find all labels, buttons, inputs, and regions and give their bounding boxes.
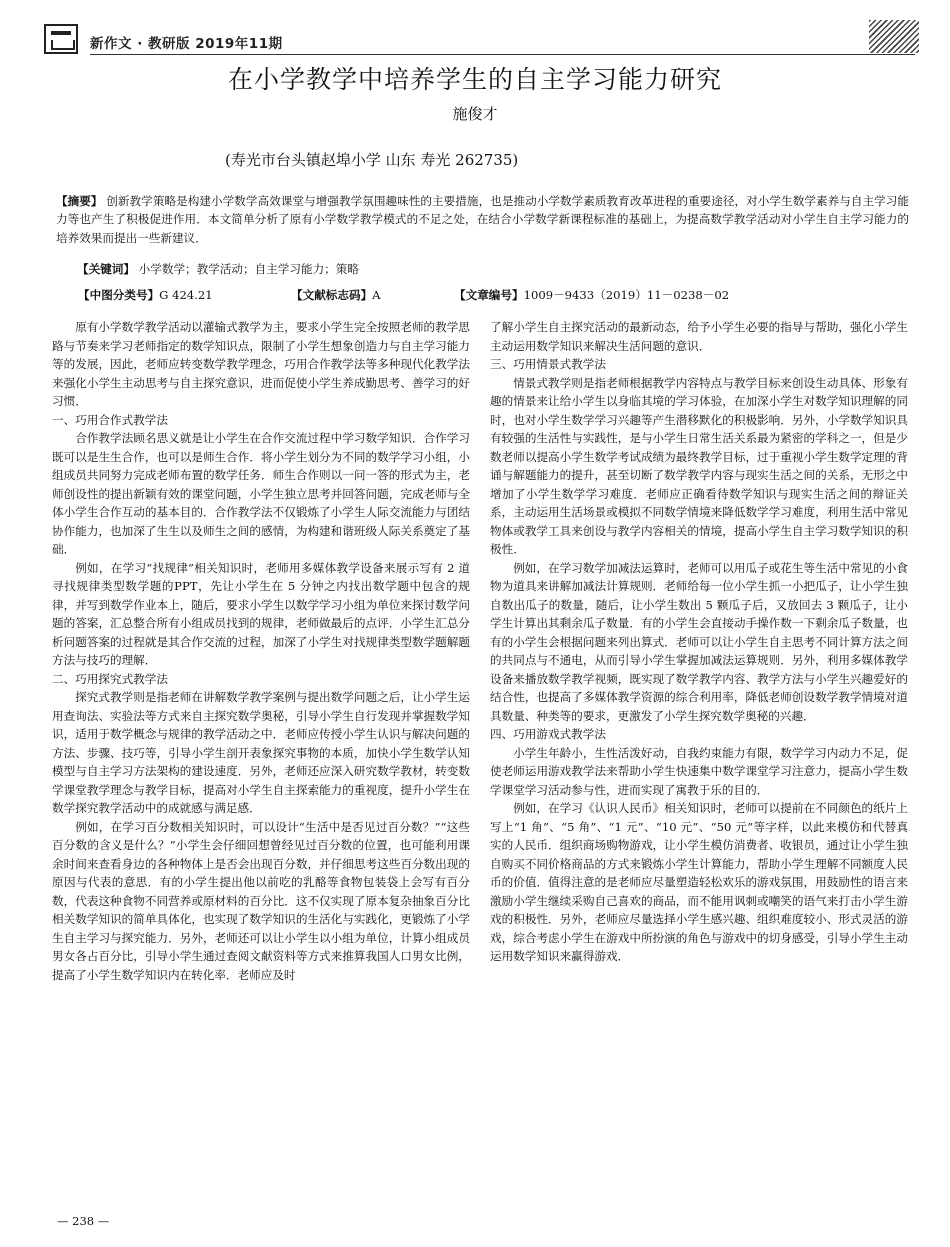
- article-number: [454, 287, 729, 303]
- doc-tag: 【文献标志码】: [291, 288, 373, 302]
- section-heading: 二、巧用探究式教学法: [52, 671, 168, 686]
- paragraph: 探究式教学则是指老师在讲解数学教学案例与提出数学问题之后，让小学生运用查询法、实验法等方式来自主探究数学奥秘，引导小学生自行发现并掌握数学知识，适用于数学概念与规律的教学活动之中．老师应传授小学生认识与解决问题的方法、步骤、技巧等，引导小学生剖开表象探究事物的本质，加快小学生数学认知模型与自主学习方法架构的建设速度．另外，老师还应深入研究数学教材，转变数学课堂教学理念与教学目标，提高对小学生自主探索能力的重视度，提升小学生在数学探究教学活动中的成就感与满足感．: [52, 690, 470, 815]
- section-heading: 一、巧用合作式教学法: [52, 412, 168, 427]
- paragraph: 例如，在学习“找规律”相关知识时，老师用多媒体教学设备来展示写有 2 道寻找规律类型数学题的PPT，先让小学生在 5 分钟之内找出数学题中包含的规律，并写到数学作业本上，随后，要求小学生以数学学习小组为单位来探讨数学问题的答案，汇总整合所有小组成员找到的规律，老师做最后的点评．小学生汇总分析问题答案的过程就是其合作交流的过程，加深了小学生对找规律类型数学题解题方法与技巧的理解．: [52, 560, 470, 667]
- keywords-tag: 【关键词】: [77, 262, 135, 276]
- abstract: [56, 192, 909, 247]
- journal-logo-icon: [44, 24, 78, 54]
- abstract-text: 创新教学策略是构建小学数学高效课堂与增强教学氛围趣味性的主要措施，也是推动小学数学素质教育改革进程的重要途径，对小学生数学素养与自主学习能力等也产生了积极促进作用．本文简单分析了原有小学数学教学模式的不足之处，在结合小学数学新课程标准的基础上，为提高数学教学活动对小学生自主学习能力的培养效果而提出一些新建议．: [56, 194, 909, 245]
- header-stripes-decoration: [869, 20, 919, 53]
- paragraph: 合作教学法顾名思义就是让小学生在合作交流过程中学习数学知识．合作学习既可以是生生合作，也可以是师生合作．将小学生划分为不同的数学学习小组，小组成员共同努力完成老师布置的数学任务．师生合作则以一问一答的形式为主，老师创设性的提出新颖有效的课堂问题，小学生独立思考并回答问题，完成老师与全体小学生合作互动的基本目的．合作教学法不仅锻炼了小学生人际交流能力与团结协作能力，也加深了生生以及师生之间的感情，为构建和谐班级人际关系奠定了基础．: [52, 431, 470, 556]
- keywords-text: 小学数学；教学活动；自主学习能力；策略: [138, 262, 359, 276]
- left-column: [52, 318, 470, 984]
- art-tag: 【文章编号】: [454, 288, 524, 302]
- paragraph: 了解小学生自主探究活动的最新动态，给予小学生必要的指导与帮助，强化小学生主动运用数学知识来解决生活问题的意识．: [490, 320, 908, 353]
- paragraph: 小学生年龄小，生性活泼好动，自我约束能力有限，数学学习内动力不足，促使老师运用游戏教学法来帮助小学生快速集中数学课堂学习注意力，提高小学生数学课堂学习活动参与性，进而实现了寓教于乐的目的．: [490, 745, 908, 797]
- section-heading: 四、巧用游戏式教学法: [490, 727, 606, 741]
- page-number: — 238 —: [57, 1214, 110, 1228]
- article-title: 在小学教学中培养学生的自主学习能力研究: [227, 65, 722, 94]
- paragraph: 原有小学数学教学活动以灌输式教学为主，要求小学生完全按照老师的教学思路与节奏来学习老师指定的数学知识点，限制了小学生想象创造力与自主学习能力等的发展，因此，老师应转变数学教学理念，巧用合作教学法等多种现代化教学法来强化小学生主动思考与自主探究意识，进而促使小学生养成勤思考、善学习的好习惯．: [52, 320, 470, 408]
- paragraph: 例如，在学习《认识人民币》相关知识时，老师可以提前在不同颜色的纸片上写上“1 角”、“5 角”、“1 元”、“10 元”、“50 元”等字样，以此来模仿和代替真实的人民币．组织商场购物游戏，让小学生模仿消费者、收银员，通过让小学生独自购买不同价格商品的方式来锻炼小学生计算能力，帮助小学生理解不同额度人民币的价值．值得注意的是老师应尽量塑造轻松欢乐的游戏氛围，用鼓励性的语言来激励小学生继续采购自己喜欢的商品，而不能用讽刺或嘲笑的语气来打击小学生游戏的积极性．另外，老师应尽量选择小学生感兴趣、组织难度较小、形式灵活的游戏，综合考虑小学生在游戏中所扮演的角色与游戏中的切身感受，引导小学生主动运用数学知识来赢得游戏．: [490, 801, 908, 963]
- abstract-tag: 【摘要】: [56, 194, 103, 208]
- header-rule: [90, 54, 915, 55]
- art-value: 1009－9433（2019）11－0238－02: [523, 288, 730, 302]
- document-code: [291, 287, 381, 303]
- right-column: [490, 318, 908, 966]
- clc-tag: 【中图分类号】: [78, 288, 160, 302]
- doc-value: A: [372, 288, 381, 302]
- paragraph: 情景式教学则是指老师根据教学内容特点与教学目标来创设生动具体、形象有趣的情景来让给小学生以身临其境的学习体验，在加深小学生对数学知识理解的同时，也对小学生数学学习兴趣等产生潜移默化的积极影响．另外，小学数学知识具有较强的生活性与实践性，是与小学生日常生活关系最为紧密的学科之一，但是少数老师以提高小学生数学考试成绩为最终教学目标，过于重视小学生数学定理的背诵与解题能力的提升，甚至切断了数学教学内容与现实生活之间的关系，无形之中增加了小学生数学学习难度．老师应正确看待数学知识与现实生活之间的辩证关系，主动运用生活场景或模拟不同数学情境来降低数学学习难度，利用生活中常见物体或教学工具来创设与教学内容相关的情境，提高小学生自主学习数学知识的积极性．: [490, 375, 908, 556]
- clc-number: [78, 287, 213, 303]
- page-header: [44, 18, 914, 54]
- clc-value: G 424.21: [159, 288, 213, 302]
- paragraph: 例如，在学习百分数相关知识时，可以设计“生活中是否见过百分数？”“这些百分数的含义是什么？”小学生会仔细回想曾经见过百分数的位置，也可能利用课余时间来查看身边的各种物体上是否会出现百分数，并仔细思考这些百分数出现的原因与代表的意思．有的小学生提出他以前吃的乳酪等食物包装袋上会写有百分数，代表这种食物不同营养或原材料的百分比．这不仅实现了原本复杂抽象百分比相关数学知识的简单具体化，也实现了数学知识的生活化与实践化，更锻炼了小学生自主学习与探究能力．另外，老师还可以让小学生以小组为单位，计算小组成员男女各占百分比，引导小学生通过查阅文献资料等方式来推算我国人口男女比例，提高了小学生数学知识内在转化率．老师应及时: [52, 819, 470, 982]
- author-name: 施俊才: [452, 105, 498, 123]
- journal-name: 新作文 · 教研版 2019年11期: [90, 36, 283, 52]
- section-heading: 三、巧用情景式教学法: [490, 357, 606, 371]
- keywords: [77, 261, 359, 277]
- affiliation: (寿光市台头镇赵埠小学 山东 寿光 262735): [225, 151, 519, 169]
- paragraph: 例如，在学习数学加减法运算时，老师可以用瓜子或花生等生活中常见的小食物为道具来讲解加减法计算规则．老师给每一位小学生抓一小把瓜子，让小学生独自数出瓜子的数量，随后，让小学生数出 5 颗瓜子后，又放回去 3 颗瓜子，让小学生计算出其剩余瓜子数量．有的小学生会直接动手操作数一下剩余瓜子数量，也有的小学生会根据问题来列出算式．老师可以让小学生自主思考不同计算方法之间的共同点与不通电，从而引导小学生掌握加减法运算规则．另外，利用多媒体教学设备来播放数学教学视频，既实现了数学教学内容、教学方法与小学生兴趣爱好的结合性，也提高了多媒体教学资源的综合利用率，降低老师创设数学教学情境对道具数量、种类等的要求，更激发了小学生探究数学奥秘的兴趣．: [490, 560, 908, 723]
